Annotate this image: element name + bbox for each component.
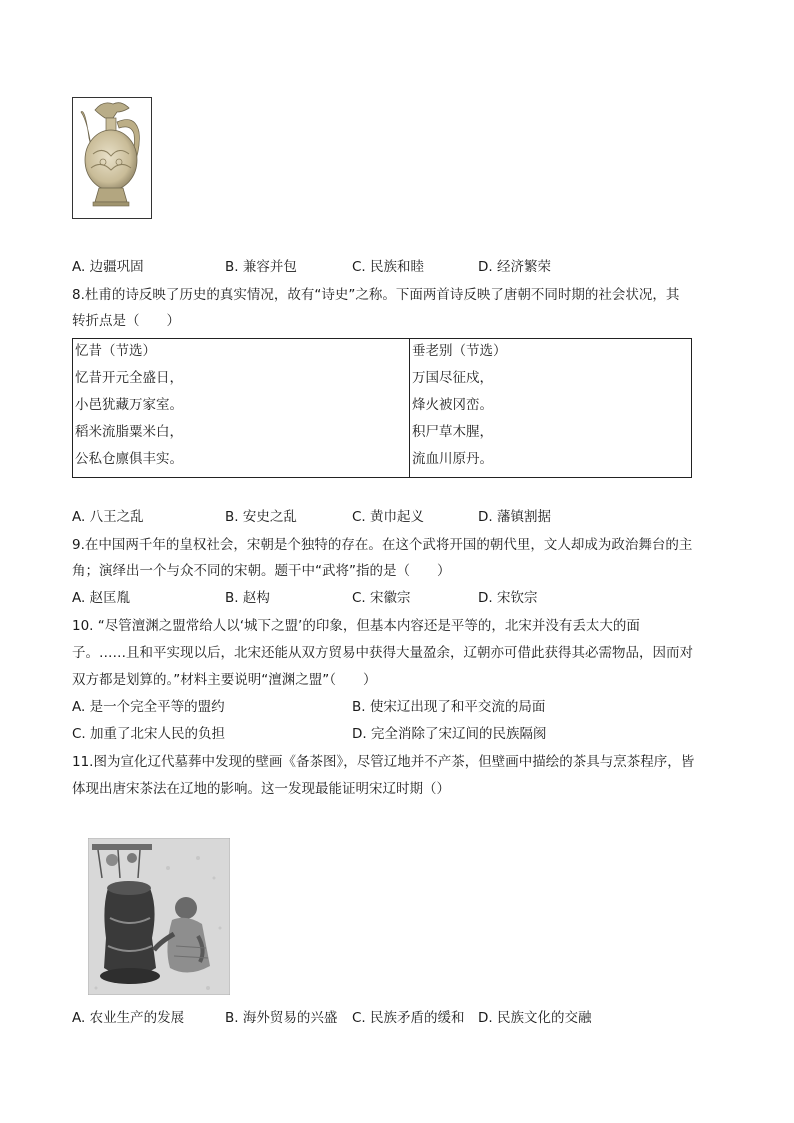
q8-option-a: A. 八王之乱	[72, 509, 144, 525]
poem-right-line: 积尸草木腥，	[412, 424, 493, 440]
q9-stem-line1: 9.在中国两千年的皇权社会，宋朝是个独特的存在。在这个武将开国的朝代里，文人却成为政治舞台的主	[72, 537, 693, 553]
q9-stem-line2: 角；演绎出一个与众不同的宋朝。题干中“武将”指的是（ ）	[72, 563, 451, 579]
q7-option-d: D. 经济繁荣	[478, 259, 551, 275]
q11-stem-line2: 体现出唐宋茶法在辽地的影响。这一发现最能证明宋辽时期（）	[72, 781, 450, 797]
q11-option-d: D. 民族文化的交融	[478, 1010, 592, 1026]
poem-right-title: 垂老别（节选）	[412, 343, 507, 359]
poem-left-line: 忆昔开元全盛日，	[75, 370, 183, 386]
tea-mural-illustration	[88, 838, 230, 995]
q11-option-b: B. 海外贸易的兴盛	[225, 1010, 338, 1026]
q10-stem-line1: 10. “尽管澶渊之盟常给人以‘城下之盟’的印象，但基本内容还是平等的，北宋并没有丢太大的面	[72, 618, 640, 634]
poem-divider	[409, 339, 410, 477]
poem-right-line: 万国尽征戍，	[412, 370, 493, 386]
q9-option-c: C. 宋徽宗	[352, 590, 411, 606]
poem-right-line: 流血川原丹。	[412, 451, 493, 467]
q9-option-d: D. 宋钦宗	[478, 590, 538, 606]
q8-option-c: C. 黄巾起义	[352, 509, 425, 525]
ewer-illustration	[73, 98, 151, 218]
q10-stem-line3: 双方都是划算的。”材料主要说明“澶渊之盟”（ ）	[72, 672, 377, 688]
q8-stem-line2: 转折点是（ ）	[72, 313, 180, 329]
q9-option-b: B. 赵构	[225, 590, 270, 606]
q10-stem-line2: 子。……且和平实现以后，北宋还能从双方贸易中获得大量盈余，辽朝亦可借此获得其必需物品，因而对	[72, 645, 693, 661]
q11-stem-line1: 11.图为宣化辽代墓葬中发现的壁画《备茶图》，尽管辽地并不产茶，但壁画中描绘的茶具与烹茶程序，皆	[72, 754, 695, 770]
q11-option-a: A. 农业生产的发展	[72, 1010, 185, 1026]
poem-left-title: 忆昔（节选）	[75, 343, 156, 359]
q7-option-c: C. 民族和睦	[352, 259, 425, 275]
q8-option-d: D. 藩镇割据	[478, 509, 551, 525]
poem-right-line: 烽火被冈峦。	[412, 397, 493, 413]
ewer-image	[72, 97, 152, 219]
q10-option-b: B. 使宋辽出现了和平交流的局面	[352, 699, 546, 715]
poem-left-line: 稻米流脂粟米白，	[75, 424, 183, 440]
q10-option-a: A. 是一个完全平等的盟约	[72, 699, 225, 715]
poem-left-line: 小邑犹藏万家室。	[75, 397, 183, 413]
q8-stem-line1: 8.杜甫的诗反映了历史的真实情况，故有“诗史”之称。下面两首诗反映了唐朝不同时期的社会状况，其	[72, 287, 680, 303]
poem-table	[72, 338, 692, 478]
q8-option-b: B. 安史之乱	[225, 509, 297, 525]
poem-left-line: 公私仓廪俱丰实。	[75, 451, 183, 467]
q11-option-c: C. 民族矛盾的缓和	[352, 1010, 465, 1026]
q7-option-a: A. 边疆巩固	[72, 259, 144, 275]
q9-option-a: A. 赵匡胤	[72, 590, 131, 606]
tea-mural-image	[88, 838, 230, 995]
q10-option-d: D. 完全消除了宋辽间的民族隔阂	[352, 726, 547, 742]
q7-option-b: B. 兼容并包	[225, 259, 297, 275]
q10-option-c: C. 加重了北宋人民的负担	[72, 726, 226, 742]
